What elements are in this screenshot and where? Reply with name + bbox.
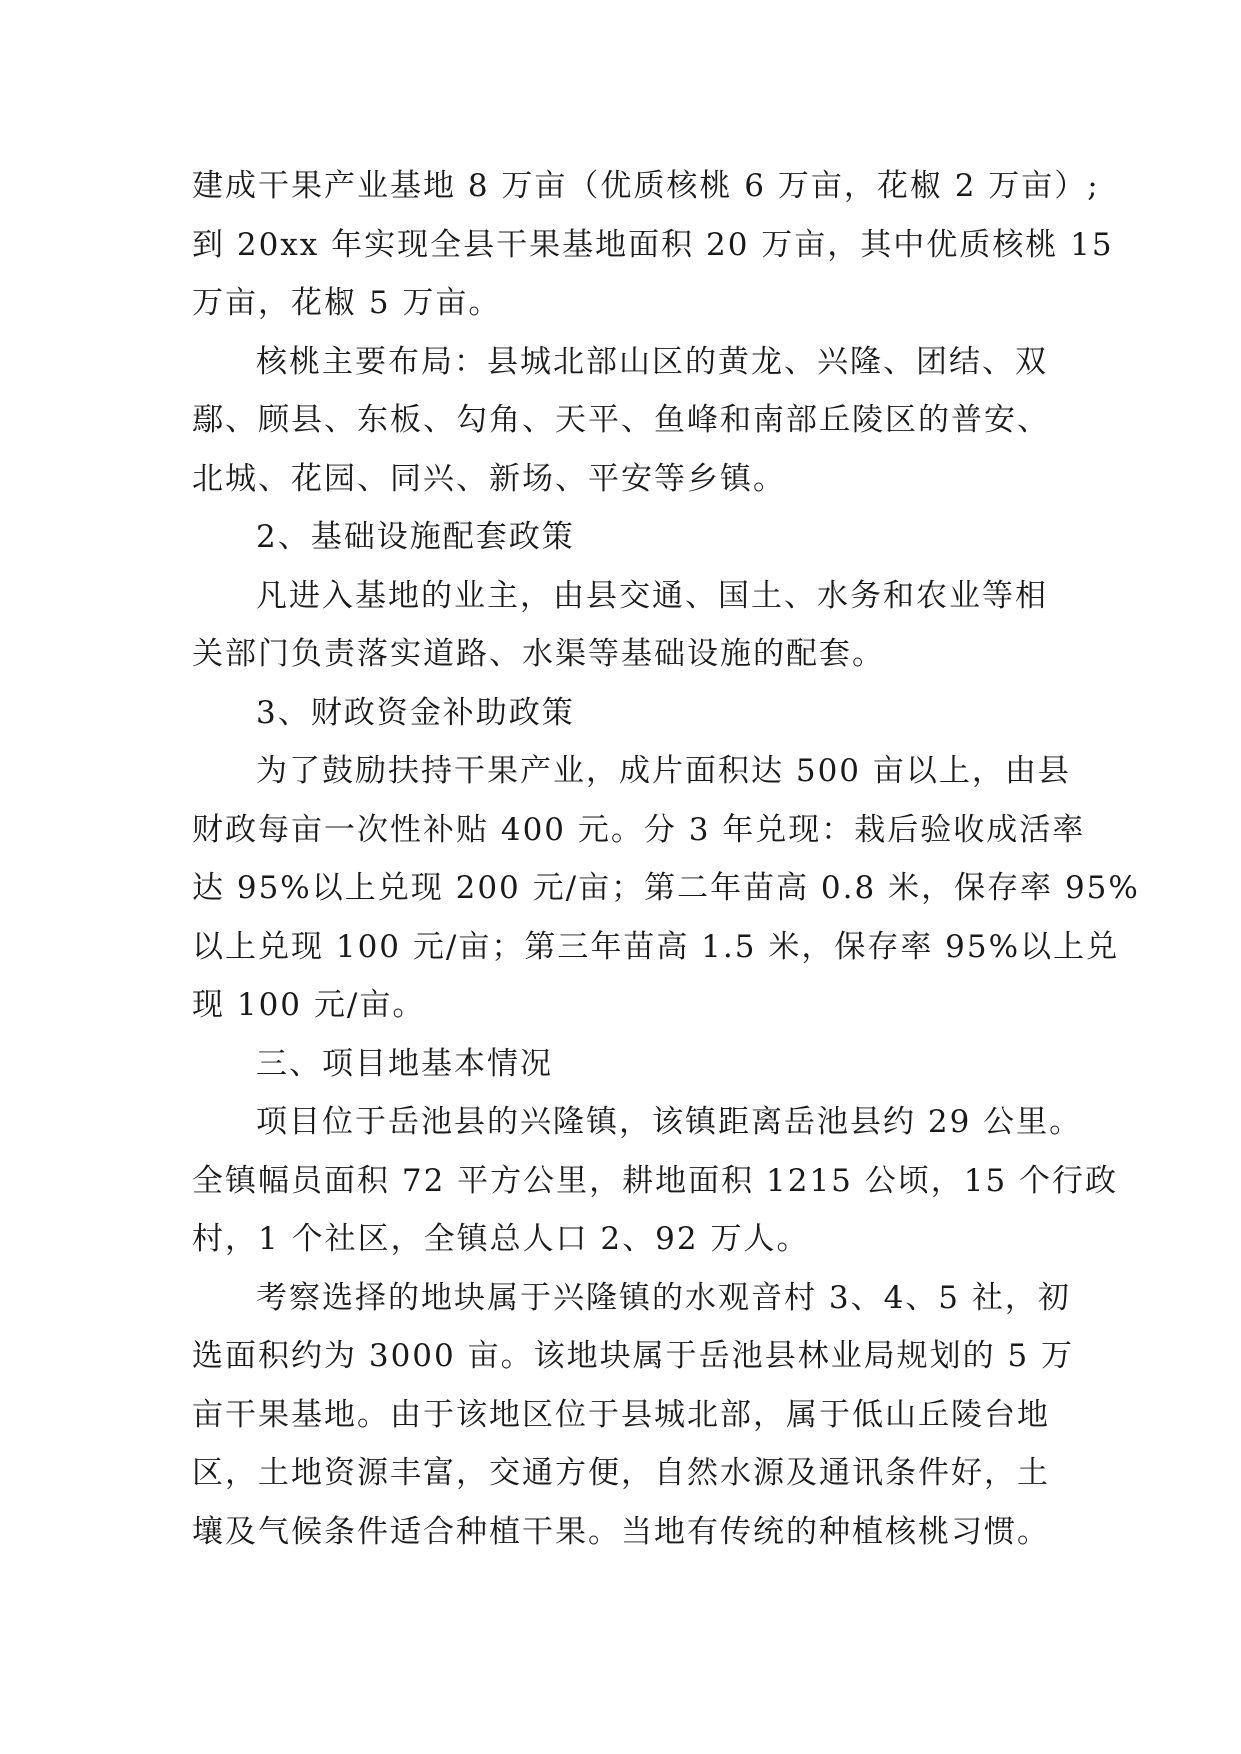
text-line: 建成干果产业基地 8 万亩（优质核桃 6 万亩，花椒 2 万亩）; <box>192 168 1100 204</box>
text-line: 项目位于岳池县的兴隆镇，该镇距离岳池县约 29 公里。 <box>256 1104 1083 1140</box>
text-line: 关部门负责落实道路、水渠等基础设施的配套。 <box>192 636 885 672</box>
paragraph-site-selection <box>192 1269 1075 1562</box>
text-line: 凡进入基地的业主，由县交通、国土、水务和农业等相 <box>256 577 1048 614</box>
text-line: 区，土地资源丰富，交通方便，自然水源及通讯条件好，土 <box>192 1455 1050 1491</box>
text-line: 考察选择的地块属于兴隆镇的水观音村 3、4、5 社，初 <box>256 1279 1071 1316</box>
text-line: 以上兑现 100 元/亩；第三年苗高 1.5 米，保存率 95%以上兑 <box>192 928 1120 965</box>
text-line: 壤及气候条件适合种植干果。当地有传统的种植核桃习惯。 <box>192 1513 1050 1550</box>
text-line: 全镇幅员面积 72 平方公里，耕地面积 1215 公顷，15 个行政 <box>192 1162 1119 1199</box>
heading-project-site <box>192 1035 1072 1094</box>
text-line: 核桃主要布局：县城北部山区的黄龙、兴隆、团结、双 <box>256 343 1048 380</box>
document-body <box>192 157 1140 1561</box>
heading-subsidy-policy <box>192 684 1072 743</box>
text-line: 亩干果基地。由于该地区位于县城北部，属于低山丘陵台地 <box>192 1396 1050 1433</box>
text-line: 为了鼓励扶持干果产业，成片面积达 500 亩以上，由县 <box>256 753 1071 789</box>
text-line: 3、财政资金补助政策 <box>256 694 575 731</box>
paragraph-walnut-layout <box>192 333 1072 509</box>
text-line: 选面积约为 3000 亩。该地块属于岳池县林业局规划的 5 万 <box>192 1338 1075 1374</box>
text-line: 到 20xx 年实现全县干果基地面积 20 万亩，其中优质核桃 15 <box>192 226 1114 263</box>
text-line: 财政每亩一次性补贴 400 元。分 3 年兑现：栽后验收成活率 <box>192 811 1086 848</box>
text-line: 2、基础设施配套政策 <box>256 519 575 555</box>
text-line: 现 100 元/亩。 <box>192 987 426 1023</box>
text-line: 三、项目地基本情况 <box>256 1045 553 1082</box>
text-line: 村，1 个社区，全镇总人口 2、92 万人。 <box>192 1221 810 1257</box>
paragraph-base-area-goals <box>192 157 1114 333</box>
text-line: 鄢、顾县、东板、勾角、天平、鱼峰和南部丘陵区的普安、 <box>192 402 1050 438</box>
paragraph-project-location <box>192 1093 1119 1269</box>
paragraph-infrastructure <box>192 567 1072 684</box>
text-line: 北城、花园、同兴、新场、平安等乡镇。 <box>192 460 786 497</box>
text-line: 万亩，花椒 5 万亩。 <box>192 285 502 321</box>
text-line: 达 95%以上兑现 200 元/亩；第二年苗高 0.8 米，保存率 95% <box>192 870 1140 906</box>
heading-infrastructure-policy <box>192 508 1072 567</box>
paragraph-subsidy <box>192 742 1140 1035</box>
